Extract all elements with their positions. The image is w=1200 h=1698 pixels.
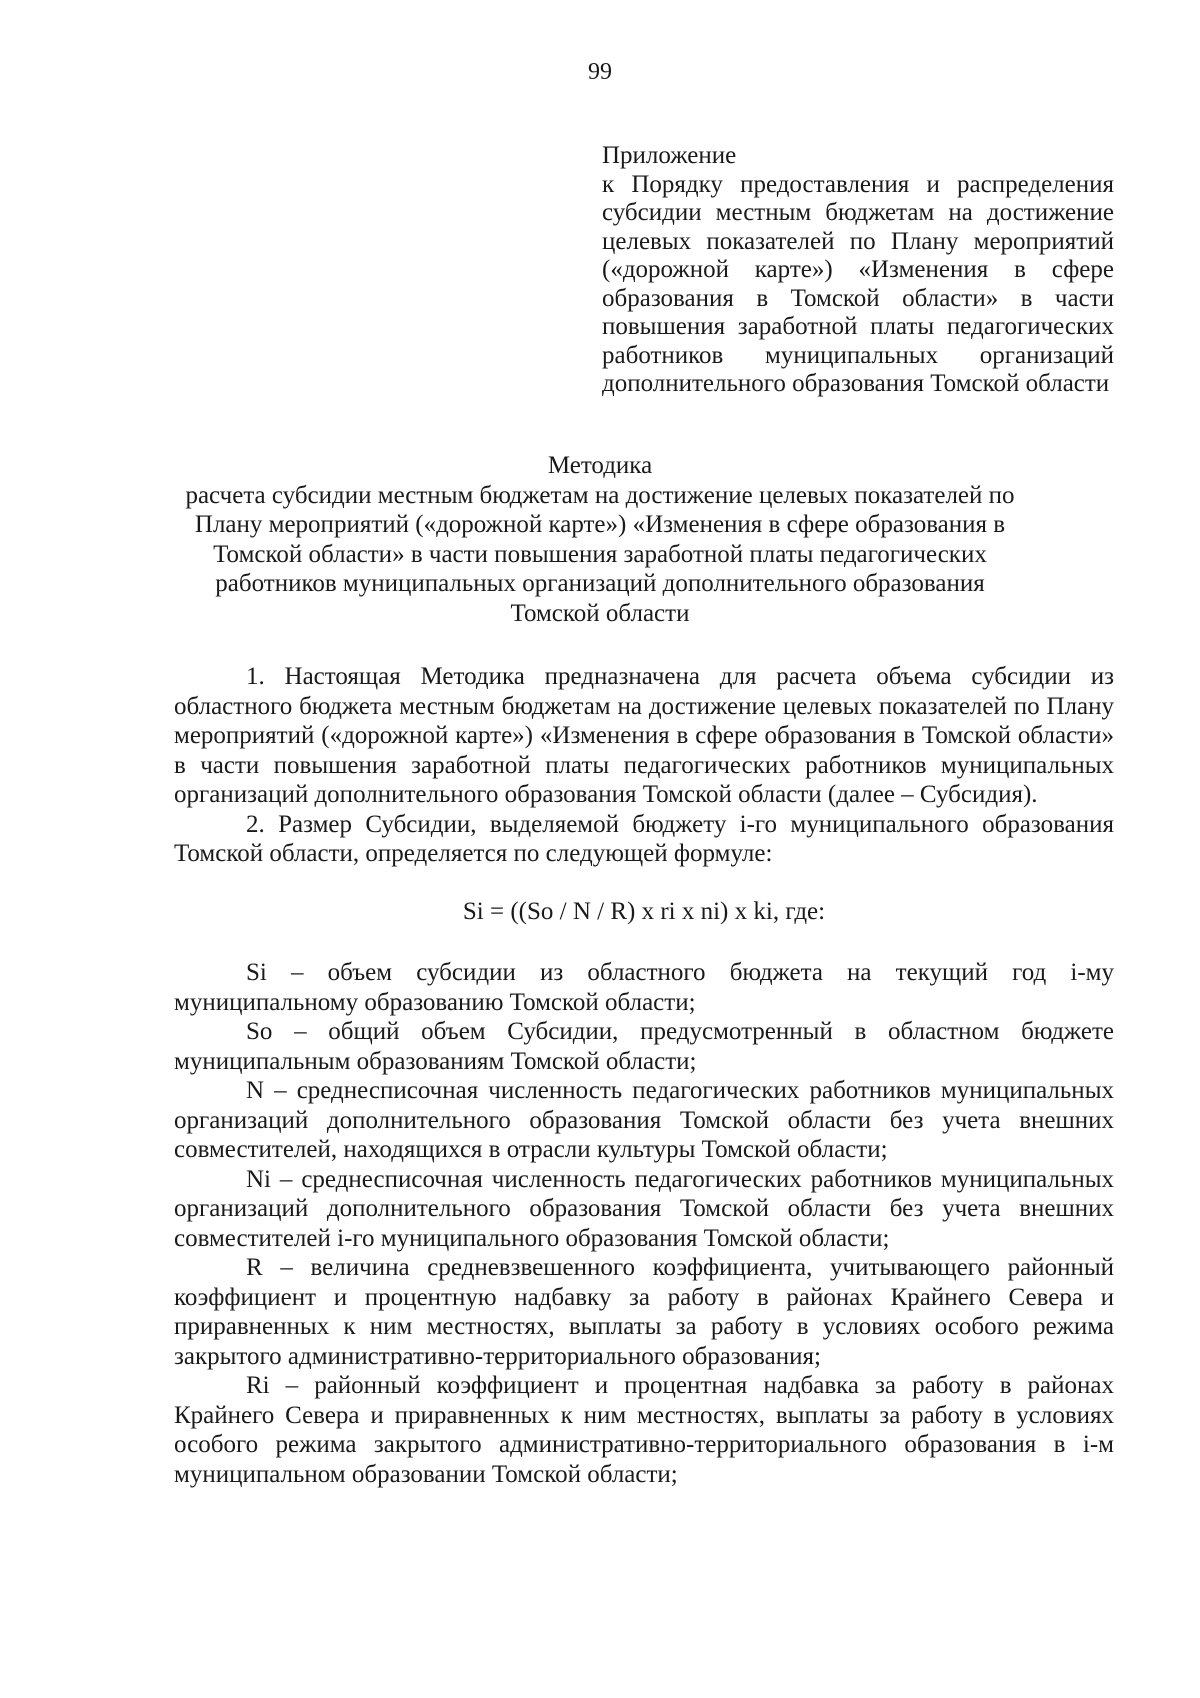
methodology-heading: Методика (547, 452, 653, 479)
definition-r: R – величина средневзвешенного коэффициента, учитывающего районный коэффициент и процентную надбавку за работу в районах Крайнего Севера и приравненных к ним местностях, выплаты за работу в условиях особого режима закрытого административно-территориального образования; (174, 1254, 1114, 1370)
appendix-text: к Порядку предоставления и распределения субсидии местным бюджетам на достижение целевых показателей по Плану мероприятий («дорожной карте») «Изменения в сфере образования в Томской области» в части повышения заработной платы педагогических работников муниципальных организаций дополнительного образования Томской области (602, 170, 1114, 397)
methodology-title-block (0, 451, 1200, 628)
paragraph-2: 2. Размер Субсидии, выделяемой бюджету i-го муниципального образования Томской области, определяется по следующей формуле: (174, 810, 1114, 867)
paragraph-1: 1. Настоящая Методика предназначена для расчета объема субсидии из областного бюджета местным бюджетам на достижение целевых показателей по Плану мероприятий («дорожной карте») «Изменения в сфере образования в Томской области» в части повышения заработной платы педагогических работников муниципальных организаций дополнительного образования Томской области (далее – Субсидия). (174, 663, 1114, 808)
definition-n: N – среднесписочная численность педагогических работников муниципальных организаций дополнительного образования Томской области без учета внешних совместителей, находящихся в отрасли культуры Томской области; (174, 1077, 1114, 1163)
methodology-subtitle: расчета субсидии местным бюджетам на достижение целевых показателей по Плану мероприятий («дорожной карте») «Изменения в сфере образования в Томской области» в части повышения заработной платы педагогических работников муниципальных организаций дополнительного образования Томской области (185, 481, 1015, 627)
definition-ni: Ni – среднесписочная численность педагогических работников муниципальных организаций дополнительного образования Томской области без учета внешних совместителей i-го муниципального образования Томской области; (174, 1165, 1114, 1252)
appendix-block (602, 142, 1114, 399)
page-number: 99 (588, 59, 612, 85)
definition-ri: Ri – районный коэффициент и процентная надбавка за работу в районах Крайнего Севера и приравненных к ним местностях, выплаты за работу в условиях особого режима закрытого административно-территориального образования в i-м муниципальном образовании Томской области; (174, 1372, 1114, 1488)
document-body (174, 662, 1114, 1489)
appendix-title: Приложение (602, 142, 737, 169)
definition-si: Si – объем субсидии из областного бюджета на текущий год i-му муниципальному образованию Томской области; (174, 959, 1114, 1016)
definition-so: So – общий объем Субсидии, предусмотренный в областном бюджете муниципальным образованиям Томской области; (174, 1018, 1114, 1075)
formula: Si = ((So / N / R) x ri x ni) x ki, где: (462, 897, 826, 925)
